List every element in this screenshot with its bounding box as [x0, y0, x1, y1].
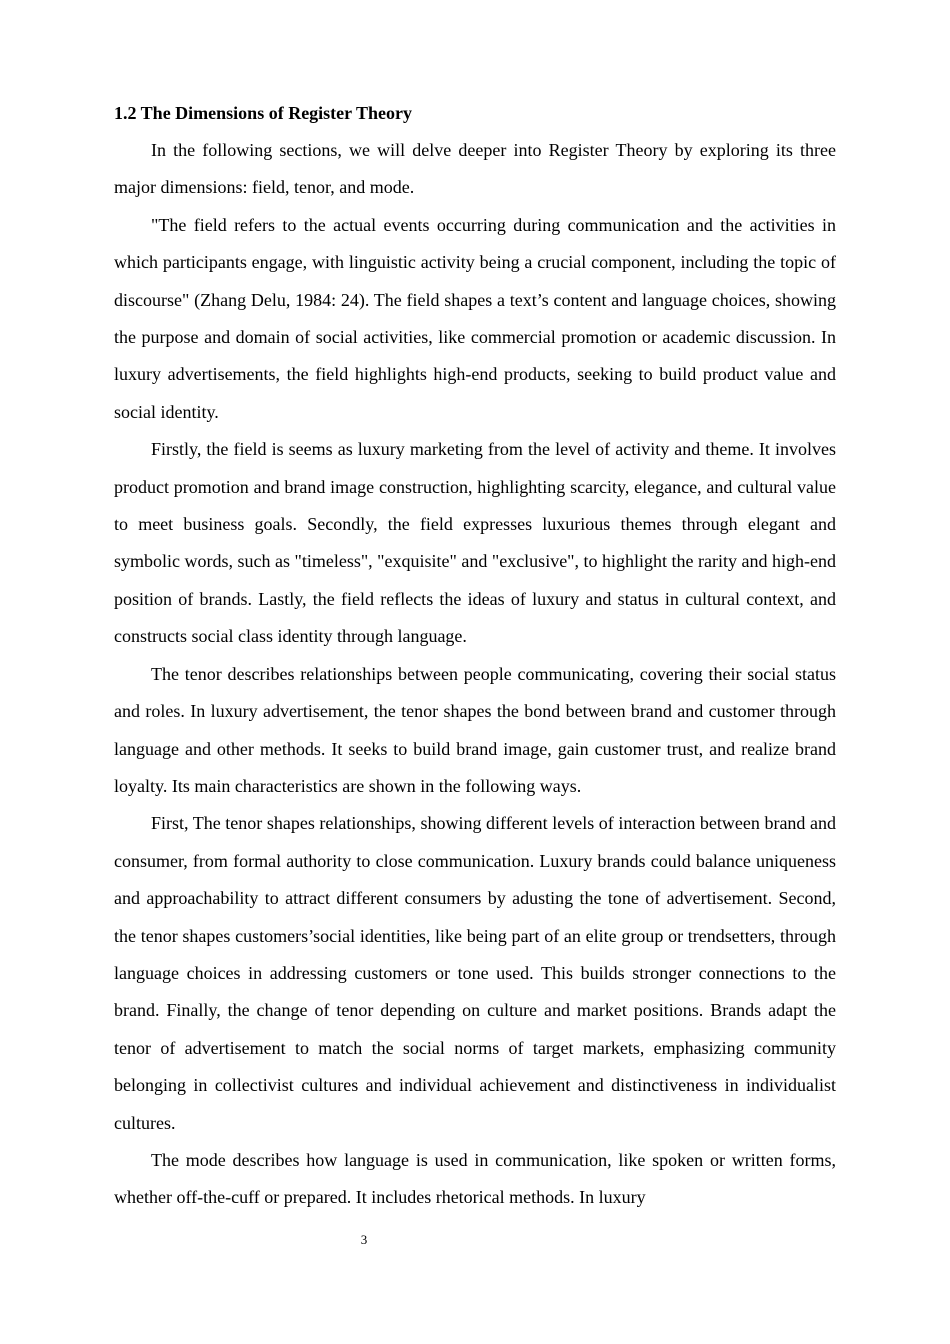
paragraph-tenor-definition: The tenor describes relationships between people communicating, covering their social status and roles. In luxury advertisement, the tenor shapes the bond between brand and customer through language and other methods. It seeks to build brand image, gain customer trust, and realize brand loyalty. Its main characteristics are shown in the following ways. [114, 663, 836, 796]
paragraph-field-definition: "The field refers to the actual events occurring during communication and the activities in which participants engage, with linguistic activity being a crucial component, including the topic of discourse" (Zhang Delu, 1984: 24). The field shapes a text’s content and language choices, showing the purpose and domain of social activities, like commercial promotion or academic discussion. In luxury advertisements, the field highlights high-end products, seeking to build product value and social identity. [114, 214, 836, 422]
paragraph-intro: In the following sections, we will delve deeper into Register Theory by exploring its three major dimensions: field, tenor, and mode. [114, 140, 836, 198]
paragraph-tenor-characteristics: First, The tenor shapes relationships, showing different levels of interaction between brand and consumer, from formal authority to close communication. Luxury brands could balance uniqueness and approachability to attract different consumers by adusting the tone of advertisement. Second, the tenor shapes customers’social identities, like being part of an elite group or trendsetters, through language choices in addressing customers or tone used. This builds stronger connections to the brand. Finally, the change of tenor depending on culture and market positions. Brands adapt the tenor of advertisement to match the social norms of target markets, emphasizing community belonging in collectivist cultures and individual achievement and distinctiveness in individualist cultures. [114, 813, 836, 1133]
page-body [114, 96, 836, 1217]
paragraph-field-characteristics: Firstly, the field is seems as luxury marketing from the level of activity and theme. It involves product promotion and brand image construction, highlighting scarcity, elegance, and cultural value to meet business goals. Secondly, the field expresses luxurious themes through elegant and symbolic words, such as "timeless", "exquisite" and "exclusive", to highlight the rarity and high-end position of brands. Lastly, the field reflects the ideas of luxury and status in cultural context, and constructs social class identity through language. [114, 439, 836, 647]
paragraph-mode-definition: The mode describes how language is used in communication, like spoken or written forms, whether off-the-cuff or prepared. It includes rhetorical methods. In luxury [114, 1149, 836, 1208]
section-heading: 1.2 The Dimensions of Register Theory [114, 103, 413, 123]
page-number: 3 [360, 1232, 368, 1247]
